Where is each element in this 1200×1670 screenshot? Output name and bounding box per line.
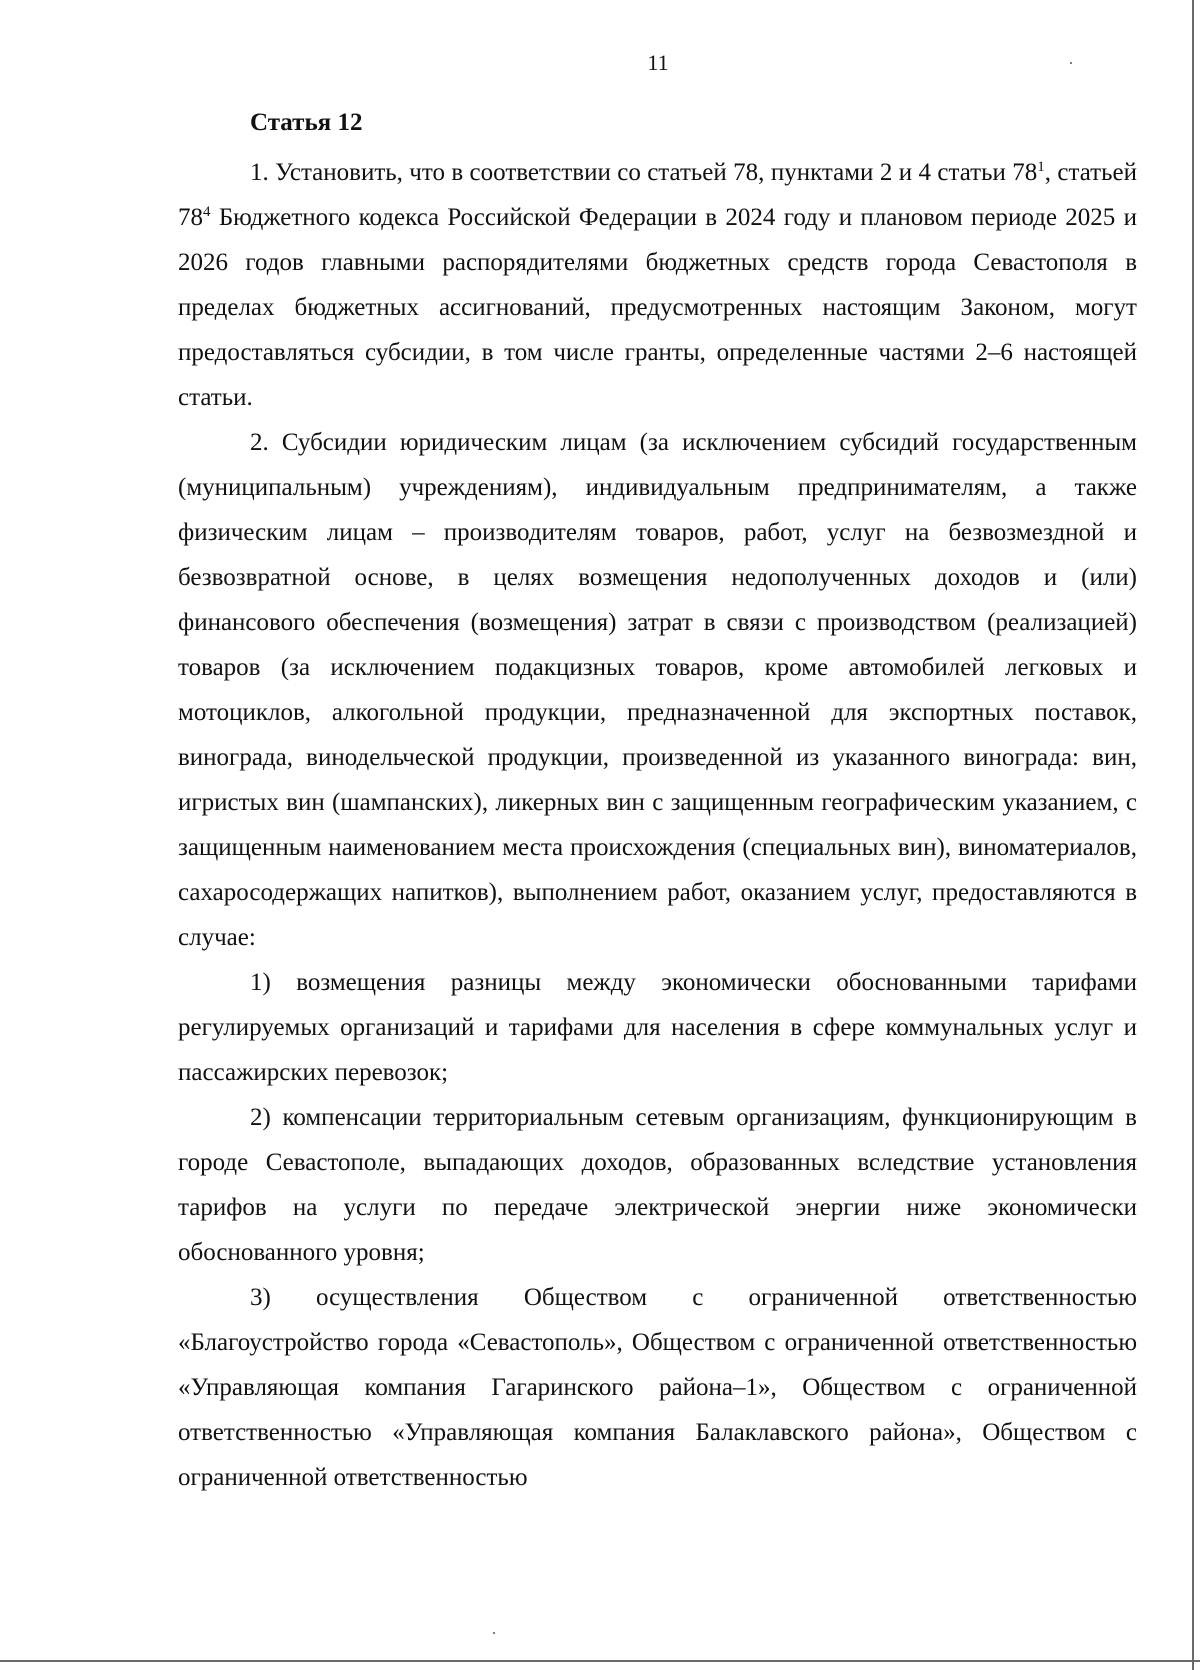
- list-item-2: 2) компенсации территориальным сетевым организациям, функционирующим в городе Севастополе, выпадающих доходов, образованных вследствие установления тарифов на услуги по передаче электрической энергии ниже экономически обоснованного уровня;: [178, 1104, 1137, 1266]
- paragraph-1-text-c: Бюджетного кодекса Российской Федерации в 2024 году и плановом периоде 2025 и 2026 годов главными распорядителями бюджетных средств города Севастополя в пределах бюджетных ассигнований, предусмотренных настоящим Законом, могут предоставляться субсидии, в том числе гранты, определенные частями 2–6 настоящей статьи.: [178, 204, 1137, 411]
- scan-edge-right: [1192, 0, 1194, 1670]
- list-item-3: 3) осуществления Обществом с ограниченной ответственностью «Благоустройство города «Севастополь», Обществом с ограниченной ответственностью «Управляющая компания Гагаринского района–1», Обществом с ограниченной ответственностью «Управляющая компания Балаклавского района», Обществом с ограниченной ответственностью: [178, 1284, 1137, 1491]
- paragraph-1-text-a: 1. Установить, что в соответствии со статьей 78, пунктами 2 и 4 статьи 78: [250, 159, 1038, 186]
- scan-speck: [493, 1632, 495, 1634]
- superscript-4: 4: [203, 204, 211, 220]
- page-number: 11: [647, 50, 669, 75]
- document-body: [178, 104, 1137, 1500]
- paragraph-1-text-b: , статьей 78: [178, 159, 1137, 231]
- paragraph-2: 2. Субсидии юридическим лицам (за исключением субсидий государственным (муниципальным) учреждениям), индивидуальным предпринимателям, а также физическим лицам – производителям товаров, работ, услуг на безвозмездной и безвозвратной основе, в целях возмещения недополученных доходов и (или) финансового обеспечения (возмещения) затрат в связи с производством (реализацией) товаров (за исключением подакцизных товаров, кроме автомобилей легковых и мотоциклов, алкогольной продукции, предназначенной для экспортных поставок, винограда, винодельческой продукции, произведенной из указанного винограда: вин, игристых вин (шампанских), ликерных вин с защищенным географическим указанием, с защищенным наименованием места происхождения (специальных вин), виноматериалов, сахаросодержащих напитков), выполнением работ, оказанием услуг, предоставляются в случае:: [178, 429, 1137, 951]
- scan-edge-bottom: [0, 1660, 1200, 1662]
- superscript-1: 1: [1037, 159, 1045, 175]
- list-item-1: 1) возмещения разницы между экономически обоснованными тарифами регулируемых организаций и тарифами для населения в сфере коммунальных услуг и пассажирских перевозок;: [178, 969, 1137, 1086]
- article-heading: Статья 12: [250, 109, 363, 136]
- paragraph-1: [178, 150, 1137, 420]
